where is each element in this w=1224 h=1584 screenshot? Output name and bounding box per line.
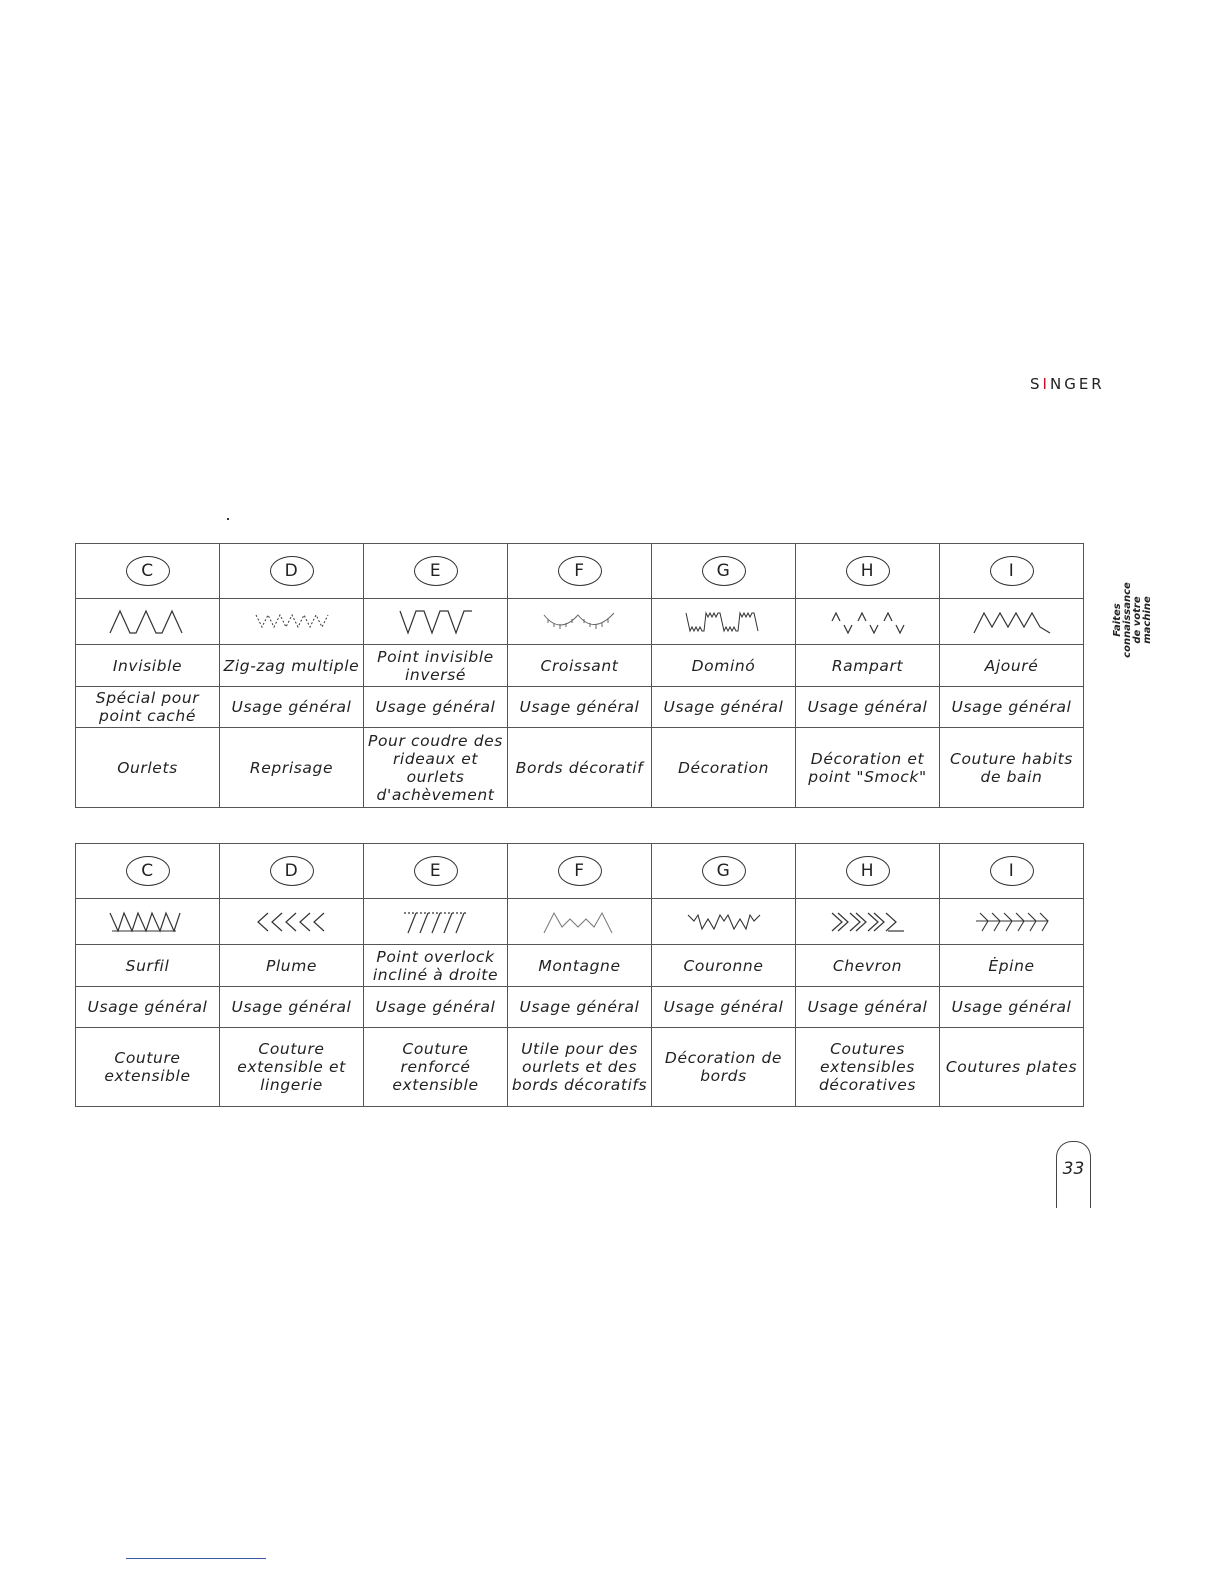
letter-cell [364,544,508,599]
stitch-name: Dominó [652,645,796,687]
stitch-name: Point overlock incliné à droite [364,945,508,987]
stitch-use: Pour coudre des rideaux et ourlets d'achèvement [364,728,508,808]
domino-icon [684,609,764,635]
stitch-name: Point invisible inversé [364,645,508,687]
stitch-use: Décoration et point "Smock" [796,728,940,808]
stitch-name: Ėpine [940,945,1084,987]
letter-cell [220,544,364,599]
letter-badge: E [414,856,458,886]
crown-icon [684,909,764,935]
pattern-row [76,599,1084,645]
stitch-use: Ourlets [76,728,220,808]
stitch-usage: Usage général [652,987,796,1028]
letter-badge: I [990,556,1034,586]
pattern-cell [508,899,652,945]
letter-cell [220,844,364,899]
pattern-cell [796,599,940,645]
letter-cell [508,544,652,599]
letter-cell [508,844,652,899]
letter-cell [940,544,1084,599]
stitch-usage: Spécial pour point caché [76,687,220,728]
page-number-tab [1056,1141,1091,1208]
stitch-usage: Usage général [796,687,940,728]
letter-badge: F [558,556,602,586]
stitch-use: Reprisage [220,728,364,808]
overcast-icon [108,909,188,935]
letter-badge: C [126,856,170,886]
letter-badge: H [846,556,890,586]
stitch-name: Couronne [652,945,796,987]
stitch-usage: Usage général [364,987,508,1028]
footer-rule [126,1558,266,1559]
stitch-use: Couture extensible [76,1028,220,1107]
thorn-icon [972,909,1052,935]
feather-icon [252,909,332,935]
stitch-usage: Usage général [76,987,220,1028]
stitch-name: Chevron [796,945,940,987]
stitch-usage: Usage général [220,687,364,728]
pattern-row [76,899,1084,945]
letter-row [76,544,1084,599]
name-row [76,645,1084,687]
pattern-cell [508,599,652,645]
letter-cell [796,544,940,599]
usage-row [76,687,1084,728]
letter-badge: C [126,556,170,586]
name-row [76,945,1084,987]
rampart-icon [828,609,908,635]
stitch-name: Ajouré [940,645,1084,687]
stitch-use: Coutures extensibles décoratives [796,1028,940,1107]
stitch-name: Surfil [76,945,220,987]
letter-cell [940,844,1084,899]
pattern-cell [364,599,508,645]
pattern-cell [796,899,940,945]
stray-dot [227,518,229,520]
pattern-cell [76,899,220,945]
pattern-cell [940,599,1084,645]
stitch-name: Montagne [508,945,652,987]
letter-row [76,844,1084,899]
letter-badge: I [990,856,1034,886]
stitch-use: Décoration [652,728,796,808]
use-row [76,1028,1084,1107]
letter-cell [76,844,220,899]
chevron-icon [828,909,908,935]
stitch-usage: Usage général [508,687,652,728]
letter-badge: G [702,856,746,886]
inverted-blind-icon [396,609,476,635]
letter-cell [796,844,940,899]
letter-cell [652,544,796,599]
stitch-name: Plume [220,945,364,987]
stitch-name: Croissant [508,645,652,687]
side-tab [1103,580,1163,660]
pattern-cell [652,599,796,645]
stitch-use: Coutures plates [940,1028,1084,1107]
brand-logo: SINGER [1030,375,1105,393]
stitch-table-1 [75,543,1084,808]
letter-badge: H [846,856,890,886]
usage-row [76,987,1084,1028]
multi-zigzag-icon [252,609,332,635]
letter-cell [364,844,508,899]
page-number: 33 [1062,1159,1085,1179]
stitch-usage: Usage général [364,687,508,728]
slanted-overlock-icon [396,909,476,935]
stitch-usage: Usage général [508,987,652,1028]
pattern-cell [364,899,508,945]
stitch-name: Zig-zag multiple [220,645,364,687]
mountain-icon [540,909,620,935]
stitch-name: Rampart [796,645,940,687]
pattern-cell [76,599,220,645]
stitch-usage: Usage général [796,987,940,1028]
stitch-table-2 [75,843,1084,1107]
stitch-usage: Usage général [220,987,364,1028]
openwork-icon [972,609,1052,635]
invisible-stitch-icon [108,609,188,635]
letter-badge: D [270,856,314,886]
letter-badge: G [702,556,746,586]
letter-cell [76,544,220,599]
pattern-cell [220,599,364,645]
letter-cell [652,844,796,899]
letter-badge: E [414,556,458,586]
pattern-cell [220,899,364,945]
letter-badge: D [270,556,314,586]
side-tab-text: Faites connaissance de votre machine [1112,582,1153,658]
stitch-usage: Usage général [652,687,796,728]
stitch-use: Utile pour des ourlets et des bords décoratifs [508,1028,652,1107]
stitch-use: Bords décoratif [508,728,652,808]
stitch-use: Couture extensible et lingerie [220,1028,364,1107]
stitch-name: Invisible [76,645,220,687]
stitch-use: Couture renforcé extensible [364,1028,508,1107]
crescent-icon [540,609,620,635]
stitch-use: Décoration de bords [652,1028,796,1107]
stitch-usage: Usage général [940,987,1084,1028]
letter-badge: F [558,856,602,886]
stitch-use: Couture habits de bain [940,728,1084,808]
pattern-cell [652,899,796,945]
pattern-cell [940,899,1084,945]
use-row [76,728,1084,808]
stitch-usage: Usage général [940,687,1084,728]
